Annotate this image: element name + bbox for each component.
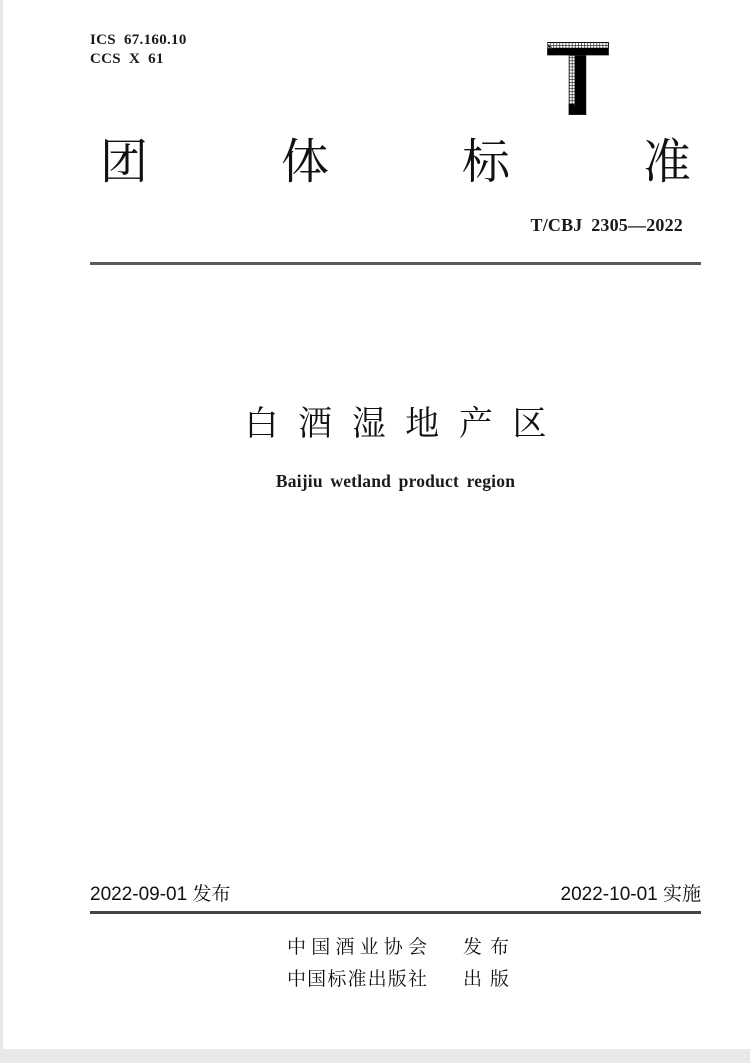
ics-code: ICS 67.160.10 <box>90 32 187 48</box>
document-page <box>3 0 750 1049</box>
document-title-en: Baijiu wetland product region <box>275 471 516 491</box>
standard-number: T/CBJ 2305—2022 <box>530 215 683 235</box>
implementation-date: 2022-10-01 实施 <box>560 884 701 905</box>
publisher-name: 中 国 酒 业 协 会 <box>287 937 427 958</box>
publisher-row <box>287 964 509 988</box>
publisher-row <box>287 932 509 956</box>
issue-date: 2022-09-01 发布 <box>90 884 231 905</box>
t-standard-mark-icon <box>547 42 609 119</box>
publisher-role: 出 版 <box>463 969 509 990</box>
publisher-role: 发 布 <box>463 937 509 958</box>
publisher-name: 中 国 标 准 出 版 社 <box>287 969 427 990</box>
publisher-block <box>287 932 509 996</box>
classification-codes <box>90 31 187 69</box>
footer-rule <box>90 911 701 914</box>
document-title-cn-wrap <box>90 405 701 445</box>
document-title-cn: 白 酒 湿 地 产 区 <box>244 405 547 443</box>
standard-type-heading: 团 体 标 准 <box>100 136 691 189</box>
date-row <box>90 883 701 907</box>
header-rule <box>90 262 701 265</box>
ccs-code: CCS X 61 <box>90 51 164 67</box>
